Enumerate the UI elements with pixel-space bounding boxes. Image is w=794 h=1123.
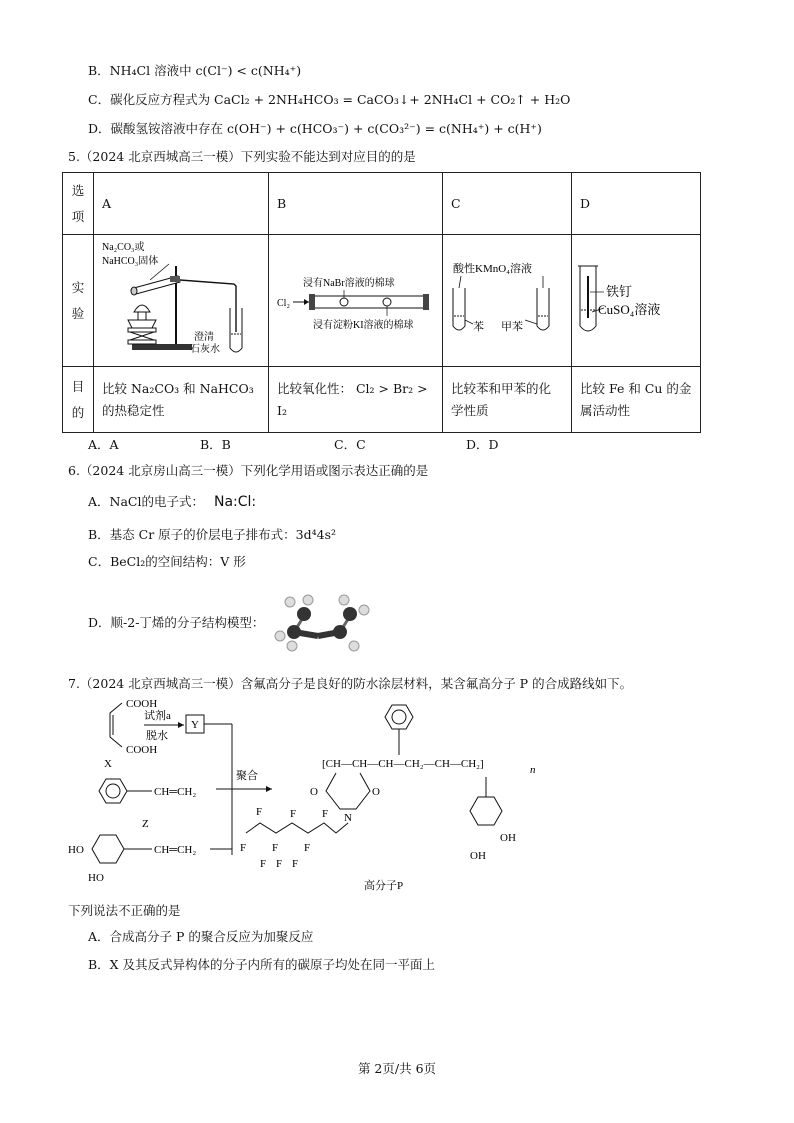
w-group: CH═CH₂ <box>154 844 197 856</box>
exp-c-top-label: 酸性KMnO₄溶液 <box>453 262 533 275</box>
z-group: CH═CH₂ <box>154 786 197 798</box>
col-c-header: C <box>443 173 572 235</box>
f-atom: F <box>272 842 279 854</box>
reagent-label: 试剂a <box>144 710 171 722</box>
q4-option-c: C．碳化反应方程式为 CaCl₂ + 2NH₄HCO₃ = CaCO₃↓+ 2NH₄Cl + CO₂↑ + H₂O <box>88 92 571 107</box>
exp-a-label4: 石灰水 <box>190 343 220 355</box>
carbon-atom <box>297 607 311 621</box>
carbon-atom <box>333 625 347 639</box>
goal-b: 比较氧化性： Cl₂ > Br₂ > I₂ <box>269 367 443 433</box>
polymer-n-atom: N <box>344 812 352 824</box>
q5-stem: 5.（2024 北京西城高三一模）下列实验不能达到对应目的的是 <box>68 149 416 164</box>
exp-b-label1: 浸有NaBr溶液的棉球 <box>303 277 395 289</box>
q6-option-c: C．BeCl₂的空间结构：V 形 <box>88 554 246 569</box>
goal-c: 比较苯和甲苯的化学性质 <box>443 367 572 433</box>
col-b-header: B <box>269 173 443 235</box>
q5-answer-d: D．D <box>466 437 499 452</box>
row-label-experiment: 实验 <box>63 235 94 367</box>
polymerize-label: 聚合 <box>236 770 258 782</box>
carbon-atom <box>287 625 301 639</box>
f-atom: F <box>256 806 263 818</box>
polymer-o-right: O <box>372 786 380 798</box>
exp-b-apparatus <box>269 236 442 366</box>
exp-a-label1: Na₂CO₃或 <box>102 241 145 253</box>
exp-d-sol-label: CuSO₄溶液 <box>598 301 661 317</box>
hydrogen-atom <box>287 641 297 651</box>
hydrogen-atom <box>275 631 285 641</box>
exp-b-label2: 浸有淀粉KI溶液的棉球 <box>313 319 414 331</box>
exp-c-cell <box>443 235 572 367</box>
polymer-oh-2: OH <box>470 850 486 862</box>
hydrogen-atom <box>285 597 295 607</box>
hydrogen-atom <box>303 595 313 605</box>
col-a-header: A <box>94 173 269 235</box>
q7-follow: 下列说法不正确的是 <box>68 903 181 918</box>
row-label-goal: 目的 <box>63 367 94 433</box>
hydrogen-atom <box>359 605 369 615</box>
q7-stem: 7.（2024 北京西城高三一模）含氟高分子是良好的防水涂层材料，某含氟高分子 P 的合成路线如下。 <box>68 676 633 691</box>
polymer-oh-1: OH <box>500 832 516 844</box>
f-atom: F <box>322 808 329 820</box>
exp-c-apparatus <box>443 236 571 366</box>
exp-c-left-label: 苯 <box>473 320 484 333</box>
x-cooh-bottom: COOH <box>126 744 158 756</box>
exp-d-nail-label: 铁钉 <box>606 283 633 299</box>
w-ho-1: HO <box>68 844 84 856</box>
f-atom: F <box>304 842 311 854</box>
q6-option-a-label: A．NaCl的电子式： <box>88 494 204 509</box>
f-atom: F <box>292 858 299 870</box>
q7-synthesis-route <box>60 695 580 900</box>
q6-option-d: D．顺-2-丁烯的分子结构模型： <box>88 615 265 630</box>
polymer-n: n <box>530 764 536 776</box>
q7-option-a: A．合成高分子 P 的聚合反应为加聚反应 <box>88 929 314 944</box>
x-label: X <box>104 758 112 770</box>
page-footer: 第 2页/共 6页 <box>357 1061 437 1076</box>
exp-a-cell <box>94 235 269 367</box>
goal-a: 比较 Na₂CO₃ 和 NaHCO₃ 的热稳定性 <box>94 367 269 433</box>
exp-a-label2: NaHCO₃固体 <box>102 255 159 267</box>
exp-a-apparatus <box>94 236 268 366</box>
exp-b-cell <box>269 235 443 367</box>
q5-answer-a: A．A <box>88 437 119 452</box>
polymer-label: 高分子P <box>364 880 404 892</box>
hydrogen-atom <box>349 641 359 651</box>
q5-experiment-table <box>62 172 701 433</box>
exp-a-label3: 澄清 <box>194 331 214 343</box>
polymer-chain: [CH—CH—CH—CH₂—CH—CH₂] <box>322 758 484 770</box>
q5-answer-c: C．C <box>334 437 366 452</box>
q4-option-b: B．NH₄Cl 溶液中 c(Cl⁻) < c(NH₄⁺) <box>88 63 302 78</box>
exp-d-apparatus <box>572 236 700 366</box>
exp-d-cell <box>572 235 701 367</box>
polymer-o-left: O <box>310 786 318 798</box>
f-atom: F <box>240 842 247 854</box>
col-d-header: D <box>572 173 701 235</box>
q6-stem: 6.（2024 北京房山高三一模）下列化学用语或图示表达正确的是 <box>68 463 429 478</box>
q5-answer-b: B．B <box>200 437 231 452</box>
f-atom: F <box>290 808 297 820</box>
hydrogen-atom <box>339 595 349 605</box>
cis-2-butene-model <box>272 592 380 652</box>
f-atom: F <box>260 858 267 870</box>
row-label-option: 选项 <box>63 173 94 235</box>
q6-option-a <box>88 493 256 511</box>
q6-option-b: B．基态 Cr 原子的价层电子排布式：3d⁴4s² <box>88 527 337 542</box>
x-cooh-top: COOH <box>126 698 158 710</box>
carbon-atom <box>343 607 357 621</box>
y-label: Y <box>191 719 199 731</box>
exp-c-right-label: 甲苯 <box>501 320 523 333</box>
nacl-electron-formula: Na:Cl: <box>213 494 257 510</box>
exp-b-cl2: Cl₂ <box>277 297 290 309</box>
z-label: Z <box>142 818 149 830</box>
q7-option-b: B．X 及其反式异构体的分子内所有的碳原子均处在同一平面上 <box>88 957 436 972</box>
f-atom: F <box>276 858 283 870</box>
goal-d: 比较 Fe 和 Cu 的金属活动性 <box>572 367 701 433</box>
dehydrate-label: 脱水 <box>146 730 168 742</box>
q4-option-d: D．碳酸氢铵溶液中存在 c(OH⁻) + c(HCO₃⁻) + c(CO₃²⁻) = c(NH₄⁺) + c(H⁺) <box>88 121 542 136</box>
w-ho-2: HO <box>88 872 104 884</box>
